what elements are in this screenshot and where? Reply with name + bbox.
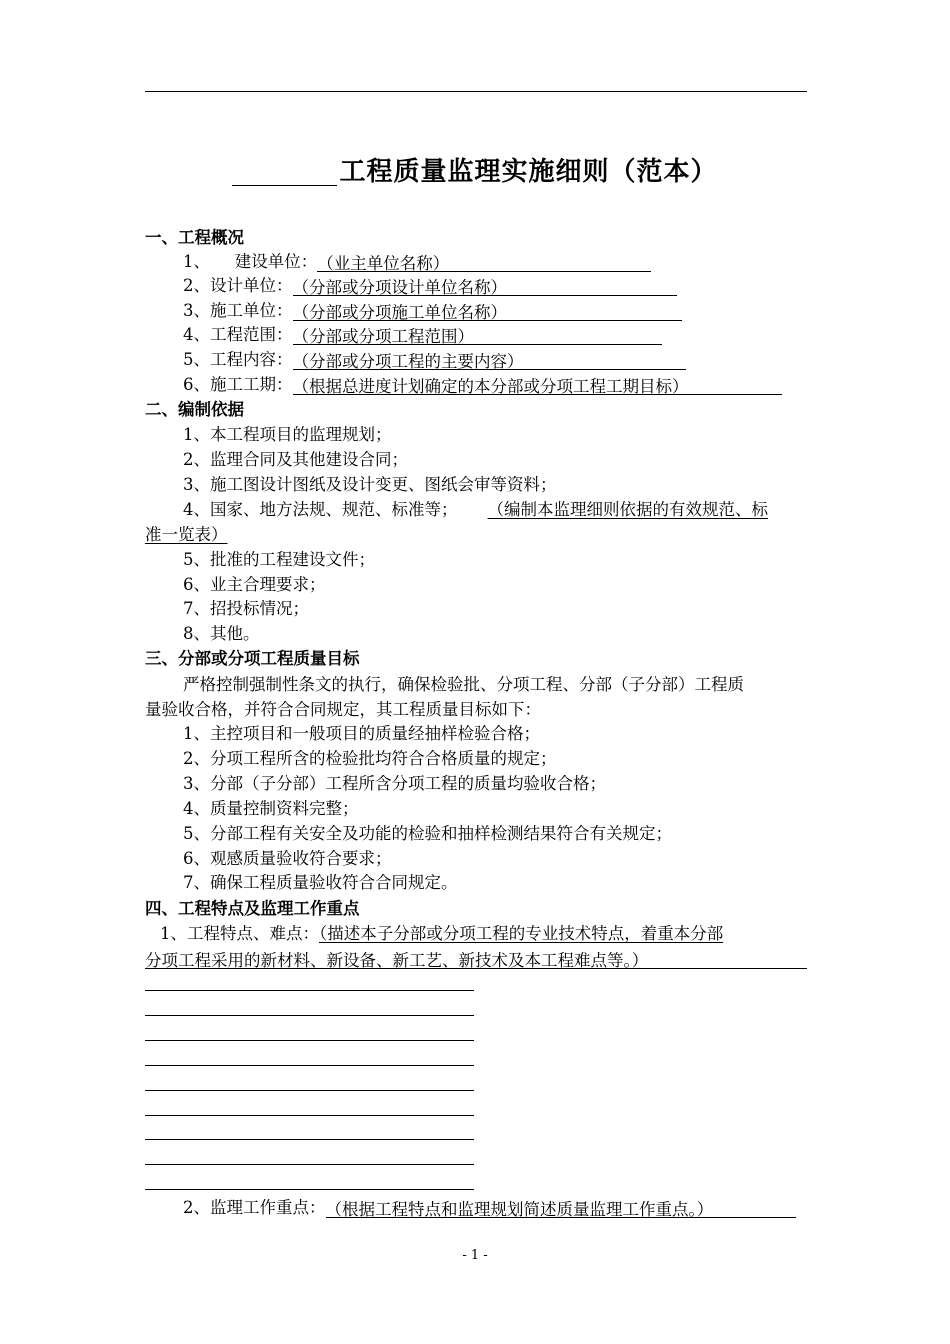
blank-line — [145, 1090, 474, 1091]
s3-item-2: 2、分项工程所含的检验批均符合合格质量的规定； — [183, 749, 557, 768]
s2-item-2: 2、监理合同及其他建设合同； — [183, 450, 408, 469]
blank-line — [145, 1065, 474, 1066]
blank-line — [145, 1040, 474, 1041]
s3-item-7: 7、确保工程质量验收符合合同规定。 — [183, 873, 458, 892]
s1-item-2: 2、设计单位：（分部或分项设计单位名称） — [183, 274, 807, 298]
s2-item-5: 5、批准的工程建设文件； — [183, 550, 375, 569]
s4-item-1: 1、工程特点、难点：（描述本子分部或分项工程的专业技术特点，着重本分部 — [160, 924, 724, 943]
title-blank — [232, 157, 337, 186]
blank-line — [145, 1164, 474, 1165]
s1-item-4: 4、工程范围：（分部或分项工程范围） — [183, 323, 807, 347]
blank-line — [145, 1139, 474, 1140]
s2-item-4-cont: 准一览表） — [145, 525, 228, 544]
s1-item-3: 3、施工单位：（分部或分项施工单位名称） — [183, 299, 807, 323]
s4-item-1-cont: 分项工程采用的新材料、新设备、新工艺、新技术及本工程难点等。） — [145, 947, 807, 971]
s2-item-3: 3、施工图设计图纸及设计变更、图纸会审等资料； — [183, 475, 557, 494]
blank-line — [145, 1189, 474, 1190]
s4-item-2: 2、监理工作重点：（根据工程特点和监理规划简述质量监理工作重点。） — [183, 1196, 807, 1220]
s2-item-7: 7、招投标情况； — [183, 599, 309, 618]
section-2-heading: 二、编制依据 — [145, 400, 244, 419]
blank-line — [145, 1115, 474, 1116]
s1-item-1: 1、 建设单位：（业主单位名称） — [183, 250, 807, 274]
s2-item-6: 6、业主合理要求； — [183, 575, 326, 594]
section-1-heading: 一、工程概况 — [145, 228, 244, 247]
s3-intro: 严格控制强制性条文的执行，确保检验批、分项工程、分部（子分部）工程质 — [183, 675, 744, 694]
document-title: 工程质量监理实施细则（范本） — [0, 154, 950, 190]
header-rule — [145, 91, 807, 92]
section-3-heading: 三、分部或分项工程质量目标 — [145, 649, 360, 668]
section-4-heading: 四、工程特点及监理工作重点 — [145, 899, 360, 918]
s2-item-8: 8、其他。 — [183, 624, 260, 643]
s1-item-5: 5、工程内容：（分部或分项工程的主要内容） — [183, 348, 807, 372]
s2-item-4: 4、国家、地方法规、规范、标准等； （编制本监理细则依据的有效规范、标 — [183, 500, 768, 519]
s3-intro-cont: 量验收合格，并符合合同规定，其工程质量目标如下： — [145, 700, 541, 719]
s3-item-6: 6、观感质量验收符合要求； — [183, 849, 392, 868]
s3-item-3: 3、分部（子分部）工程所含分项工程的质量均验收合格； — [183, 774, 606, 793]
s1-item-6: 6、施工工期：（根据总进度计划确定的本分部或分项工程工期目标） — [183, 373, 807, 397]
s2-item-1: 1、本工程项目的监理规划； — [183, 425, 392, 444]
page-number: - 1 - — [462, 1248, 488, 1263]
blank-line — [145, 1015, 474, 1016]
blank-line — [145, 990, 474, 991]
s3-item-4: 4、质量控制资料完整； — [183, 799, 359, 818]
s3-item-1: 1、主控项目和一般项目的质量经抽样检验合格； — [183, 724, 540, 743]
s3-item-5: 5、分部工程有关安全及功能的检验和抽样检测结果符合有关规定； — [183, 824, 672, 843]
